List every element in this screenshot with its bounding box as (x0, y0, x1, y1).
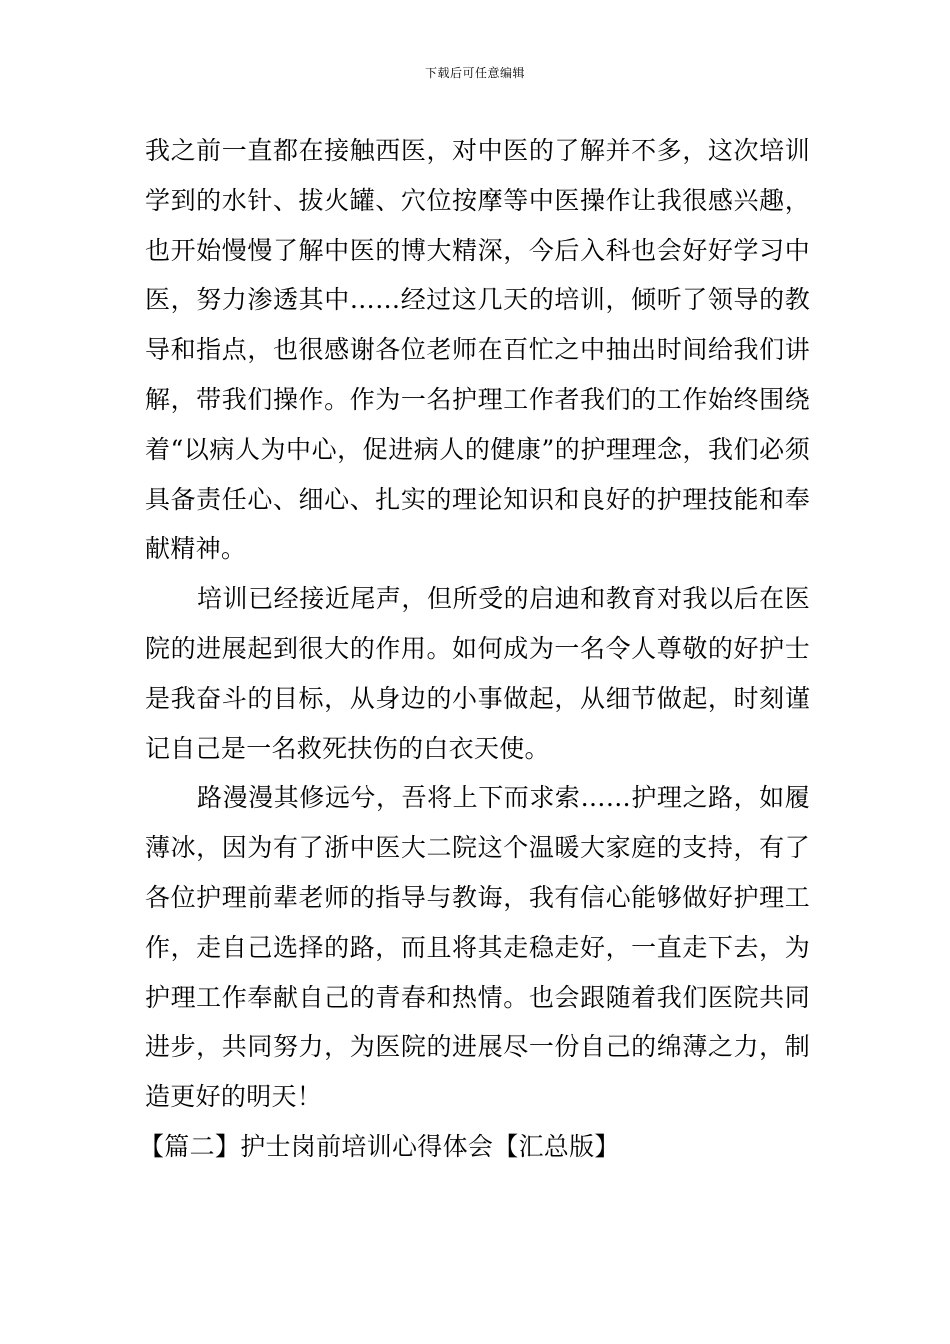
paragraph-3: 路漫漫其修远兮，吾将上下而求索……护理之路，如履薄冰，因为有了浙中医大二院这个温暖大家庭的支持，有了各位护理前辈老师的指导与教诲，我有信心能够做好护理工作，走自己选择的路，而且将其走稳走好，一直走下去，为护理工作奉献自己的青春和热情。也会跟随着我们医院共同进步，共同努力，为医院的进展尽一份自己的绵薄之力，制造更好的明天！ (145, 783, 810, 1112)
paragraph-1: 我之前一直都在接触西医，对中医的了解并不多，这次培训学到的水针、拔火罐、穴位按摩等中医操作让我很感兴趣，也开始慢慢了解中医的博大精深，今后入科也会好好学习中医，努力渗透其中……经过这几天的培训，倾听了领导的教导和指点，也很感谢各位老师在百忙之中抽出时间给我们讲解，带我们操作。作为一名护理工作者我们的工作始终围绕着“以病人为中心，促进病人的健康”的护理理念，我们必须具备责任心、细心、扎实的理论知识和良好的护理技能和奉献精神。 (145, 136, 810, 564)
document-body (139, 126, 810, 1172)
page-header-note: 下载后可任意编辑 (424, 66, 525, 80)
section-heading: 【篇二】护士岗前培训心得体会【汇总版】 (139, 1131, 620, 1161)
paragraph-2: 培训已经接近尾声，但所受的启迪和教育对我以后在医院的进展起到很大的作用。如何成为一名令人尊敬的好护士是我奋斗的目标，从身边的小事做起，从细节做起，时刻谨记自己是一名救死扶伤的白衣天使。 (145, 584, 810, 763)
